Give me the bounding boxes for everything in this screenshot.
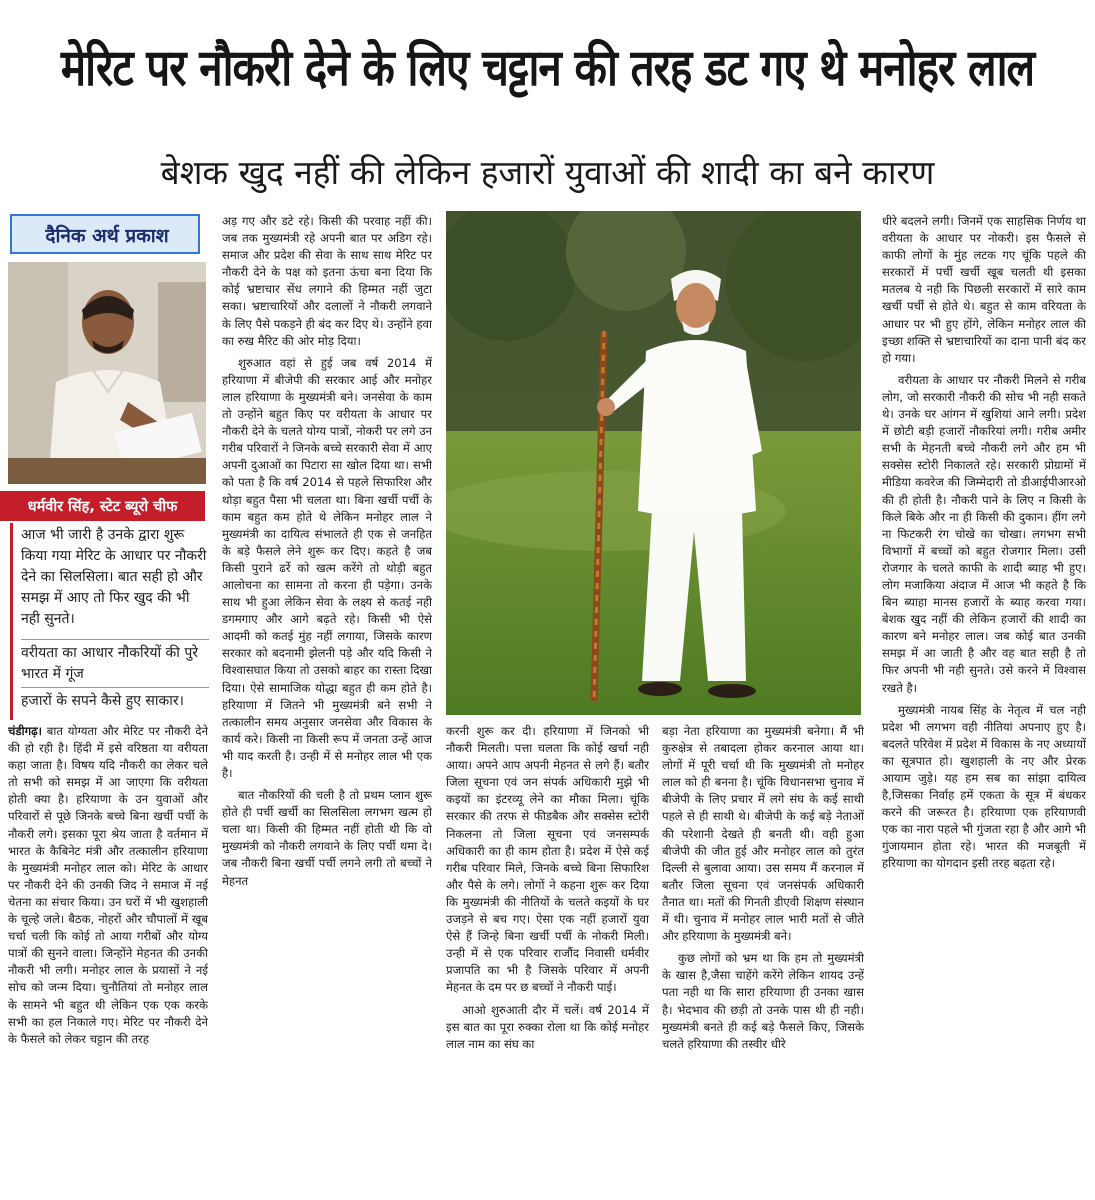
highlight-1: आज भी जारी है उनके द्वारा शुरू किया गया मेरिट के आधार पर नौकरी देने का सिलसिला। बात सही हो और समझ में आए तो फिर खुद की भी नही सुनते। (21, 527, 207, 627)
highlight-divider (21, 639, 209, 640)
article-column-5 (882, 213, 1086, 1195)
paper-name: दैनिक अर्थ प्रकाश (45, 225, 169, 247)
article-paragraph: करनी शुरू कर दी। हरियाणा में जिनको भी नौकरी मिलती। पत्ता चलता कि कोई खर्चा नही आया। अपने आप अपनी मेहनत से लगे हैं। बतौर जिला सूचना एवं जन संपर्क अधिकारी मुझे भी कइयों का इंटरव्यू लेने का मौका मिला। चूंकि सरकार की तरफ से फीडबैक और सक्सेस स्टोरी निकलना तो जिला सूचना एवं जनसम्पर्क अधिकारी का ही काम होता है। प्रदेश में ऐसे कई गरीब परिवार मिले, जिनके बच्चे बिना सिफारिश और पैसे के लगे। लोगों ने कहना शुरू कर दिया कि मुख्यमंत्री की नीतियों के चलते कइयों के घर उजड़ने से बच गए। ऐसा एक नहीं हजारों युवा ऐसे हैं जिन्हे बिना खर्ची पर्ची के नोकरी मिली। उन्ही में से एक परिवार राजौंद निवासी धर्मवीर प्रजापति का भी है जिसके परिवार में अपनी मेहनत के दम पर छ बच्चों ने नौकरी पाई। (446, 724, 649, 995)
highlight-3: हजारों के सपने कैसे हुए साकार। (21, 693, 184, 709)
article-paragraph: अड़ गए और डटे रहे। किसी की परवाह नहीं की। जब तक मुख्यमंत्री रहे अपनी बात पर अडिग रहे। समाज और प्रदेश की सेवा के साथ साथ मेरिट पर नौकरी देने के पक्ष को इतना ऊंचा बना दिया कि कोई भ्रष्टाचार सेंध लगाने की हिम्मत नहीं जुटा सका। भ्रष्टाचारियों और दलालों ने नौकरी लगवाने के लिए पैसे पकड़ने ही बंद कर दिए थे। उन्होंने हवा का रुख मैरिट की ओर मोड़ दिया। (222, 214, 432, 348)
byline: धर्मवीर सिंह, स्टेट ब्यूरो चीफ (27, 499, 178, 515)
highlight-divider (21, 687, 209, 688)
main-photo-illustration (446, 211, 861, 715)
article-paragraph: कुछ लोगों को भ्रम था कि हम तो मुख्यमंत्री के खास है,जैसा चाहेंगे करेंगे लेकिन शायद उन्हें पता नही था कि सारा हरियाणा ही उनका खास है। भेदभाव की छड़ी तो उनके पास थी ही नही। मुख्यमंत्री बनते ही कई बड़े फैसले किए, जिसके चलते हरियाणा की तस्वीर धीरे (662, 951, 864, 1051)
article-column-3 (446, 723, 649, 1195)
dateline: चंडीगढ़। (8, 724, 43, 738)
article-paragraph: मुख्यमंत्री नायब सिंह के नेतृत्व में चल नही प्रदेश भी लगभग वही नीतियां अपनाए हुए है। बदलते परिवेश में प्रदेश में विकास के नए अध्यायों का सूत्रपात हो। खुशहाली के नए और प्रेरक आयाम जुड़े। यह हम सब का सांझा दायित्व है,जिसका निर्वाह हमें एकता के सूत्र में बंधकर करने की जरूरत है। हरियाणा एक हरियाणवी एक का नारा पहले भी गुंजता रहा है और आगे भी गुंजायमान होता रहे। भारत की मजबूती में हरियाणा का योगदान इसी तरह बढ़ता रहे। (882, 702, 1086, 871)
paper-name-badge (10, 214, 200, 254)
article-paragraph: वरीयता के आधार पर नौकरी मिलने से गरीब लोग, जो सरकारी नौकरी की सोच भी नही सकते थे। उनके घर आंगन में खुशियां आने लगी। प्रदेश में छोटी बड़ी हजारों नौकरियां लगी। गरीब अमीर सभी के मेहनती बच्चे नौकरी लगे और हम भी सक्सेस स्टोरी निकालते रहे। सरकारी प्रोग्रामों में मीडिया कवरेज की जिम्मेदारी तो डीआईपीआरओ की ही होती है। नौकरी पाने के लिए न किसी के किले बिके और ना ही किसी की दुकान। हींग लगे ना फिटकरी रंग चोखे का चोखा। लगभग सभी विभागों में बच्चों को बहुत रोजगार मिला। उसी रोजगार के चलते काफी के शादी ब्याह भी हुए। लोग मजाकिया अंदाज में आज भी कहते है कि बिन ब्याहा मानस हजारों के ब्याह करवा गया। बेशक खुद नहीं की लेकिन हजारों की शादी का कारण बने मनोहर लाल। जब कोई बात उनकी समझ में आ जाती है और वह बात सही है तो फिर अपनी भी नही सुनते। उसे करने में विश्वास रखते है। (882, 372, 1086, 695)
article-column-1 (8, 723, 208, 1195)
article-paragraph: आओ शुरुआती दौर में चलें। वर्ष 2014 में इस बात का पूरा रुक्का रोला था कि कोई मनोहर लाल नाम का संघ का (446, 1002, 649, 1051)
article-paragraph: धीरे बदलने लगी। जिनमें एक साहसिक निर्णय था वरीयता के आधार पर नोकरी। इस फैसले से काफी लोगों के मुंह लटक गए चूंकि पहले की सरकारों में पर्ची खर्ची खूब चलती थी इसका मतलब ये नही कि पिछली सरकारों में सारे काम खर्ची पर्ची से होते थे। बहुत से काम वरियता के आधार पर भी हुए होंगे, लेकिन मनोहर लाल की इच्छा शक्ति से भ्रष्टाचारियों का दाना पानी बंद कर हो गया। (882, 214, 1086, 365)
main-photo (446, 211, 861, 715)
article-paragraph (8, 723, 208, 1048)
highlights-box (10, 523, 206, 720)
article-paragraph: बात नौकरियों की चली है तो प्रथम प्लान शुरू होते ही पर्ची खर्ची का सिलसिला लगभग खत्म हो चला था। किसी की हिम्मत नहीं होती थी कि वो मुख्यमंत्री को नौकरी लगवाने के लिए पर्ची थमा दे। जब नौकरी बिना खर्ची पर्ची लगने लगी तो बच्चों ने मेहनत (222, 788, 432, 888)
subheadline: बेशक खुद नहीं की लेकिन हजारों युवाओं की शादी का बने कारण (160, 153, 935, 192)
paragraph-text: बात योग्यता और मेरिट पर नौकरी देने की हो रही है। हिंदी में इसे वरिष्ठता या वरीयता कहा जाता है। विषय यदि नौकरी का लेकर चले तो सभी को समझ में आ जाएगा कि वरीयता होती क्या है। हरियाणा के उन युवाओं और परिवारों से पूछे जिनके बच्चे बिना खर्ची पर्ची के नौकरी लगे। इसका पूरा श्रेय जाता है वर्तमान में भारत के कैबिनेट मंत्री और तत्कालीन हरियाणा के मुख्यमंत्री मनोहर लाल को। मेरिट के आधार पर नौकरी देने की उनकी जिद ने समाज में नई चेतना का संचार किया। उन घरों में भी खुशहाली के चूल्हे जले। बैठक, नोहरों और चौपालों में खूब चर्चा चली कि कोई तो आया गरीबों और योग्य पात्रों की सुनने वाला। जिन्होंने मेहनत की उनकी नौकरी भी लगी। मनोहर लाल के प्रयासों ने नई सोच को जन्म दिया। चुनौतियां तो मनोहर लाल के सामने भी बहुत थी लेकिन एक एक करके सभी का हल निकाले गए। मेरिट पर नौकरी देने के फैसले को लेकर चट्टान की तरह (8, 724, 208, 1046)
byline-bar (0, 491, 205, 521)
highlight-2: वरीयता का आधार नौकरियों की पुरे भारत में गूंज (21, 645, 199, 682)
article-column-4 (662, 723, 864, 1195)
article-column-2 (222, 213, 432, 1195)
article-paragraph: शुरुआत वहां से हुई जब वर्ष 2014 में हरियाणा में बीजेपी की सरकार आई और मनोहर लाल हरियाणा के मुख्यमंत्री बने। जनसेवा के काम तो उन्होंने बहुत किए पर वरीयता के आधार पर नौकरी देने के चलते योग्य पात्रों, नोकरी पर लगे उन गरीब परिवारों ने जिनके बच्चे सरकारी सेवा में आए अपनी दुआओं का पिटारा सा खोल दिया था। सभी को पता है कि वर्ष 2014 से पहले सिफारिश और थोड़ा बहुत पैसा भी चलता था। बिना खर्ची पर्ची के काम बहुत कम होते थे लेकिन मनोहर लाल ने मुख्यमंत्री का दायित्व संभालते ही एक से जनहित के बड़े फैसले लेने शुरू कर दिए। कहते है जब किसी पुराने ढर्रे को खत्म करेंगे तो थोड़ी बहुत आलोचना का सामना तो करना ही पड़ेगा। उनके साथ भी हुआ लेकिन सेवा के लक्ष्य से कतई नही डगमगाए और आगे बढ़ते रहे। किसी भी ऐसे आदमी को कतई मुंह नहीं लगाया, जिसके कारण सरकार को बदनामी झेलनी पड़े और यदि किसी ने विश्वासघात किया तो उसको बाहर का रास्ता दिखा दिया। ऐसे सामाजिक योद्धा बहुत ही कम होते है। हरियाणा में जितने भी मुख्यमंत्री बने सभी ने तत्कालीन समय अनुसार जनसेवा और विकास के कार्य करे। किसी ना किसी रूप में जनता उन्हें आज भी याद करती है। उन्ही में से मनोहर लाल भी एक है। (222, 355, 432, 780)
reporter-photo-illustration (8, 262, 206, 484)
headline: मेरिट पर नौकरी देने के लिए चट्टान की तरह डट गए थे मनोहर लाल (60, 38, 1035, 97)
reporter-photo (8, 262, 206, 484)
article-paragraph: बड़ा नेता हरियाणा का मुख्यमंत्री बनेगा। मैं भी कुरुक्षेत्र से तबादला होकर करनाल आया था। लोगों में पूरी चर्चा थी कि मुख्यमंत्री तो मनोहर लाल को ही बनना है। चूंकि विधानसभा चुनाव में बीजेपी के लिए प्रचार में लगे संघ के कई साथी पहले से ही साथी थे। बीजेपी के कई बड़े नेताओं की परेशानी देखते ही बनती थी। वही हुआ बीजेपी की जीत हुई और मनोहर लाल को तुरंत दिल्ली से बुलावा आया। उस समय मैं करनाल में बतौर जिला सूचना एवं जनसंपर्क अधिकारी तैनात था। मतों की गिनती डीएवी शिक्षण संस्थान में थी। चुनाव में मनोहर लाल भारी मतों से जीते और हरियाणा के मुख्यमंत्री बने। (662, 724, 864, 944)
